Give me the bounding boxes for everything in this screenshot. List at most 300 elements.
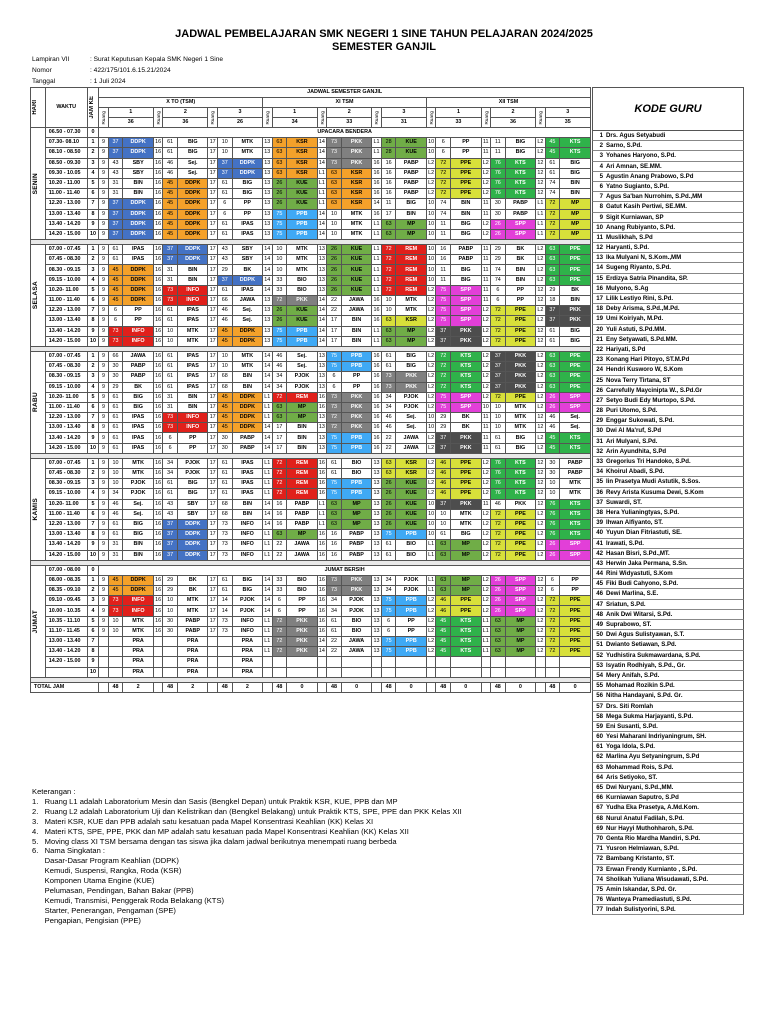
slot-cell: PPE [451, 606, 481, 616]
slot-cell: DDPK [178, 178, 208, 188]
slot-cell: IPAS [178, 362, 208, 372]
teacher-code: 30 [596, 427, 603, 435]
teacher-name: Eni Susanti, S.Pd. [606, 722, 658, 730]
time-cell: 08.35 - 09.10 [45, 586, 87, 596]
slot-cell: L2 [426, 596, 435, 606]
slot-cell: L2 [426, 637, 435, 647]
slot-cell: 61 [163, 306, 178, 316]
teacher-code: 41 [596, 539, 603, 547]
slot-cell: PPE [560, 362, 591, 372]
time-cell: 08.30 - 09.15 [45, 372, 87, 382]
slot-cell: 75 [436, 296, 451, 306]
period-cell: 4 [87, 168, 99, 178]
slot-cell: SPP [560, 392, 591, 402]
slot-cell: 10 [108, 458, 123, 468]
slot-cell: 72 [436, 158, 451, 168]
slot-cell: PP [123, 316, 153, 326]
teacher-code: 28 [596, 407, 603, 415]
schedule-banner: JADWAL SEMESTER GANJIL [99, 88, 591, 98]
slot-cell: 9 [99, 351, 108, 361]
slot-cell: DDPK [123, 285, 153, 295]
total-spacer [481, 682, 490, 692]
teacher-code: 63 [596, 763, 603, 771]
slot-cell: L1 [263, 637, 272, 647]
slot-cell: 16 [153, 209, 162, 219]
slot-cell: BIN [178, 275, 208, 285]
slot-cell: PKK [341, 423, 371, 433]
slot-cell: BIN [232, 499, 262, 509]
slot-cell: 14 [317, 306, 326, 316]
slot-cell: L1 [263, 540, 272, 550]
slot-cell: PPE [560, 372, 591, 382]
slot-cell: 31 [108, 540, 123, 550]
slot-cell: 10 [481, 402, 490, 412]
teacher-code: 15 [596, 274, 603, 282]
slot-cell: 72 [381, 275, 396, 285]
schedule-row [31, 606, 591, 616]
teacher-code: 47 [596, 600, 603, 608]
slot-cell: 45 [436, 616, 451, 626]
slot-cell: MTK [232, 148, 262, 158]
teacher-item [592, 131, 744, 141]
slot-cell: 13 [263, 138, 272, 148]
slot-cell: 37 [490, 351, 505, 361]
slot-cell: 37 [108, 229, 123, 239]
slot-cell: L2 [481, 362, 490, 372]
teacher-item [592, 426, 744, 436]
slot-cell: BIG [560, 158, 591, 168]
slot-cell: 22 [327, 296, 342, 306]
class-number: 3 [217, 108, 262, 118]
schedule-row [31, 637, 591, 647]
teacher-code: 9 [599, 213, 603, 221]
slot-cell: 17 [208, 575, 217, 585]
slot-cell: 74 [545, 189, 560, 199]
slot-cell: INFO [232, 540, 262, 550]
slot-cell: DDPK [123, 265, 153, 275]
period-cell: 8 [87, 530, 99, 540]
slot-cell: 61 [217, 586, 232, 596]
slot-cell: L2 [426, 285, 435, 295]
slot-cell: Sej. [396, 423, 426, 433]
teacher-name: Marlina Ayu Setyaningrum, S.Pd [606, 753, 700, 761]
period-cell: 7 [87, 199, 99, 209]
slot-cell: 73 [327, 158, 342, 168]
slot-cell: BIG [178, 489, 208, 499]
slot-cell: PRA [232, 667, 262, 677]
slot-cell: L2 [481, 489, 490, 499]
schedule-row [31, 168, 591, 178]
slot-cell: 13 [263, 168, 272, 178]
slot-cell: L2 [481, 509, 490, 519]
slot-cell: BIN [123, 189, 153, 199]
slot-cell: 14 [317, 647, 326, 657]
slot-cell: 14 [263, 443, 272, 453]
event-banner: JUMAT BERSIH [99, 565, 591, 575]
class-student-count: 33 [436, 118, 481, 128]
slot-cell: 28 [381, 138, 396, 148]
slot-cell: 29 [490, 245, 505, 255]
day-header-label: HARI [32, 100, 38, 115]
slot-cell: KUE [287, 316, 317, 326]
slot-cell: DDPK [232, 336, 262, 346]
slot-cell: PABP [560, 469, 591, 479]
slot-cell: 9 [99, 296, 108, 306]
slot-cell: 63 [327, 199, 342, 209]
slot-cell: MTK [123, 469, 153, 479]
slot-cell: L2 [481, 178, 490, 188]
slot-cell: 63 [327, 189, 342, 199]
teacher-code: 58 [596, 712, 603, 720]
slot-cell: IPAS [178, 382, 208, 392]
slot-cell: 13 [317, 351, 326, 361]
slot-cell: KTS [560, 509, 591, 519]
slot-cell: 63 [545, 245, 560, 255]
slot-cell: MTK [123, 616, 153, 626]
teacher-name: Amin Iskandar, S.Pd. Gr. [606, 885, 677, 893]
slot-cell: 26 [327, 265, 342, 275]
teacher-item [592, 233, 744, 243]
slot-cell: 13 [263, 219, 272, 229]
slot-cell: BIN [123, 540, 153, 550]
slot-cell: L2 [536, 637, 545, 647]
slot-cell: L2 [536, 509, 545, 519]
slot-cell: BIG [178, 479, 208, 489]
class-number: 2 [327, 108, 372, 118]
period-cell: 2 [87, 362, 99, 372]
total-hours: 48 [436, 682, 451, 692]
teacher-code: 29 [596, 417, 603, 425]
slot-cell: 13 [263, 199, 272, 209]
slot-cell: L1 [481, 616, 490, 626]
slot-cell: KSR [341, 189, 371, 199]
slot-cell: PABP [341, 540, 371, 550]
teacher-name: Yudha Eka Prasetya, A.Md.Kom. [606, 804, 699, 812]
slot-cell [272, 657, 287, 667]
slot-cell: 72 [490, 509, 505, 519]
teacher-code: 20 [596, 325, 603, 333]
slot-cell: L2 [426, 382, 435, 392]
slot-cell: 72 [272, 489, 287, 499]
slot-cell: 72 [272, 479, 287, 489]
teacher-code: 35 [596, 478, 603, 486]
slot-cell: 17 [208, 550, 217, 560]
teacher-name: Erwan Frendy Kurnianto , S.Pd. [606, 865, 698, 873]
teacher-item [592, 284, 744, 294]
teacher-item [592, 376, 744, 386]
slot-cell: 10 [426, 255, 435, 265]
slot-cell: L2 [536, 596, 545, 606]
slot-cell: PKK [287, 296, 317, 306]
slot-cell: PPE [451, 168, 481, 178]
time-cell: 09.15 - 10.00 [45, 489, 87, 499]
teacher-name: Mohammad Rois, S.Pd. [606, 763, 674, 771]
slot-cell: 61 [163, 148, 178, 158]
teacher-item [592, 865, 744, 875]
slot-cell: L1 [372, 245, 381, 255]
slot-cell [217, 647, 232, 657]
slot-cell: 63 [436, 575, 451, 585]
slot-cell [560, 667, 591, 677]
slot-cell: 16 [317, 606, 326, 616]
slot-cell: PP [341, 372, 371, 382]
slot-cell: DDPK [178, 519, 208, 529]
slot-cell: Sej. [232, 316, 262, 326]
slot-cell: 13 [317, 433, 326, 443]
slot-cell: 37 [163, 530, 178, 540]
slot-cell: 10 [426, 519, 435, 529]
slot-cell: IPAS [123, 413, 153, 423]
slot-cell: L1 [317, 519, 326, 529]
slot-cell: PP [451, 138, 481, 148]
slot-cell: PABP [560, 458, 591, 468]
slot-cell: 10 [217, 138, 232, 148]
slot-cell: 73 [108, 326, 123, 336]
slot-cell: L2 [536, 540, 545, 550]
slot-cell: 16 [372, 372, 381, 382]
slot-cell: PPE [505, 392, 535, 402]
time-cell: 11.00 - 11.40 [45, 402, 87, 412]
teacher-code: 24 [596, 366, 603, 374]
slot-cell: BIG [232, 586, 262, 596]
slot-cell: 16 [317, 626, 326, 636]
slot-cell: BIO [287, 275, 317, 285]
schedule-row [31, 336, 591, 346]
slot-cell: INFO [123, 606, 153, 616]
slot-cell: 11 [481, 265, 490, 275]
time-cell: 12.20 - 13.00 [45, 199, 87, 209]
time-cell: 13.00 - 13.40 [45, 637, 87, 647]
slot-cell: 63 [381, 336, 396, 346]
slot-cell: PPE [451, 458, 481, 468]
slot-cell: PABP [287, 499, 317, 509]
slot-cell: 76 [490, 158, 505, 168]
teacher-item [592, 854, 744, 864]
slot-cell: PRA [232, 657, 262, 667]
teacher-item [592, 763, 744, 773]
slot-cell: 12 [536, 586, 545, 596]
slot-cell: 9 [99, 519, 108, 529]
slot-cell: 17 [208, 316, 217, 326]
slot-cell: 72 [436, 178, 451, 188]
slot-cell: 9 [99, 362, 108, 372]
slot-cell: 10 [426, 530, 435, 540]
slot-cell: MTK [505, 423, 535, 433]
period-cell: 6 [87, 402, 99, 412]
slot-cell: 61 [381, 362, 396, 372]
slot-cell: PPE [451, 189, 481, 199]
slot-cell: 17 [208, 596, 217, 606]
slot-cell: IPAS [232, 219, 262, 229]
slot-cell: 75 [436, 316, 451, 326]
slot-cell: 63 [272, 158, 287, 168]
slot-cell: MP [505, 637, 535, 647]
slot-cell: 45 [108, 285, 123, 295]
teacher-code: 59 [596, 722, 603, 730]
schedule-row [31, 433, 591, 443]
slot-cell [217, 637, 232, 647]
period-cell: 4 [87, 606, 99, 616]
slot-cell: DDPK [232, 168, 262, 178]
slot-cell: 16 [153, 433, 162, 443]
teacher-item [592, 243, 744, 253]
schedule-row [31, 530, 591, 540]
slot-cell: PABP [287, 519, 317, 529]
teacher-code: 36 [596, 488, 603, 496]
slot-cell: 61 [381, 550, 396, 560]
slot-cell: PPE [560, 351, 591, 361]
slot-cell: 61 [108, 255, 123, 265]
teacher-name: Fiki Budi Cahyono, S.Pd. [606, 580, 679, 588]
teacher-code: 12 [596, 244, 603, 252]
slot-cell: 37 [108, 199, 123, 209]
slot-cell: KTS [451, 647, 481, 657]
slot-cell: BIN [396, 209, 426, 219]
teacher-code: 18 [596, 305, 603, 313]
time-cell: 09.15 - 10.00 [45, 382, 87, 392]
slot-cell: 76 [490, 168, 505, 178]
day-header [31, 88, 46, 128]
slot-cell: 13 [263, 229, 272, 239]
slot-cell: SPP [451, 392, 481, 402]
slot-cell: 26 [381, 489, 396, 499]
slot-cell: 17 [272, 423, 287, 433]
slot-cell: 61 [545, 336, 560, 346]
total-lab: 2 [178, 682, 208, 692]
slot-cell: 72 [545, 596, 560, 606]
period-cell: 1 [87, 138, 99, 148]
slot-cell: 9 [99, 392, 108, 402]
slot-cell: PABP [505, 209, 535, 219]
slot-cell: 13 [263, 326, 272, 336]
time-cell [45, 667, 87, 677]
slot-cell [327, 667, 342, 677]
teacher-name: Anik Dwi Witarsi, S.Pd. [606, 610, 673, 618]
slot-cell: 17 [208, 209, 217, 219]
slot-cell [490, 657, 505, 667]
slot-cell: 16 [317, 489, 326, 499]
slot-cell: MP [451, 550, 481, 560]
slot-cell: KUE [287, 306, 317, 316]
slot-cell: L2 [481, 530, 490, 540]
slot-cell: BIO [341, 469, 371, 479]
teacher-name: Nur Hayyi Muthohharoh, S.Pd. [606, 824, 694, 832]
slot-cell: 9 [99, 402, 108, 412]
slot-cell: IPAS [178, 351, 208, 361]
slot-cell: L1 [263, 550, 272, 560]
class-number: 2 [163, 108, 208, 118]
slot-cell: DDPK [123, 586, 153, 596]
slot-cell: L1 [317, 168, 326, 178]
slot-cell: 11 [481, 285, 490, 295]
slot-cell: 11 [481, 499, 490, 509]
class-number: 3 [381, 108, 426, 118]
slot-cell: PABP [123, 362, 153, 372]
slot-cell [372, 667, 381, 677]
slot-cell: 9 [99, 199, 108, 209]
slot-cell: 16 [153, 530, 162, 540]
slot-cell: 16 [372, 316, 381, 326]
slot-cell: L2 [481, 229, 490, 239]
slot-cell: 13 [372, 540, 381, 550]
slot-cell: 13 [372, 530, 381, 540]
slot-cell [505, 667, 535, 677]
slot-cell: 29 [545, 285, 560, 295]
teacher-name: Puri Utomo, S.Pd. [606, 407, 658, 415]
slot-cell: 16 [381, 178, 396, 188]
slot-cell: 45 [436, 647, 451, 657]
slot-cell: 63 [436, 550, 451, 560]
slot-cell: 30 [217, 433, 232, 443]
slot-cell: MTK [287, 245, 317, 255]
slot-cell: 11 [381, 199, 396, 209]
teacher-item [592, 549, 744, 559]
period-cell: 8 [87, 316, 99, 326]
slot-cell: PRA [232, 637, 262, 647]
slot-cell: SPP [560, 540, 591, 550]
slot-cell: 63 [272, 168, 287, 178]
slot-cell: PPB [287, 336, 317, 346]
slot-cell: 75 [327, 443, 342, 453]
slot-cell: PP [505, 296, 535, 306]
slot-cell: PKK [287, 616, 317, 626]
period-cell: 0 [87, 565, 99, 575]
slot-cell: MTK [341, 229, 371, 239]
class-student-count: 31 [381, 118, 426, 128]
slot-cell: 11 [436, 275, 451, 285]
teacher-name: Mulyono, S.Ag [606, 284, 649, 292]
slot-cell: BIG [451, 229, 481, 239]
period-header-label: JAM KE [88, 96, 95, 119]
slot-cell: 9 [99, 245, 108, 255]
slot-cell: BIG [396, 199, 426, 209]
slot-cell: 17 [208, 255, 217, 265]
slot-cell: L2 [426, 392, 435, 402]
slot-cell: 6 [381, 616, 396, 626]
slot-cell [153, 647, 162, 657]
slot-cell: PPB [396, 530, 426, 540]
room-header-label: Ruang [374, 110, 380, 125]
slot-cell: 11 [481, 255, 490, 265]
slot-cell [208, 637, 217, 647]
slot-cell: 17 [208, 285, 217, 295]
teacher-item [592, 814, 744, 824]
slot-cell: 61 [381, 540, 396, 550]
slot-cell: 16 [381, 168, 396, 178]
slot-cell: 30 [163, 616, 178, 626]
teacher-code: 55 [596, 682, 603, 690]
slot-cell [153, 637, 162, 647]
slot-cell: 72 [545, 637, 560, 647]
slot-cell: 75 [272, 326, 287, 336]
slot-cell: KUE [341, 245, 371, 255]
slot-cell: 26 [381, 479, 396, 489]
slot-cell: L2 [426, 469, 435, 479]
slot-cell: L1 [372, 285, 381, 295]
slot-cell: SBY [178, 499, 208, 509]
schedule-row [31, 255, 591, 265]
slot-cell: PKK [341, 586, 371, 596]
time-cell: 11.10 - 11.45 [45, 626, 87, 636]
slot-cell: 17 [327, 316, 342, 326]
teacher-item [592, 447, 744, 457]
slot-cell: 72 [490, 519, 505, 529]
slot-cell: BIG [178, 138, 208, 148]
teacher-code: 4 [599, 162, 603, 170]
slot-cell: KTS [560, 499, 591, 509]
slot-cell: L2 [426, 158, 435, 168]
period-cell: 10 [87, 229, 99, 239]
